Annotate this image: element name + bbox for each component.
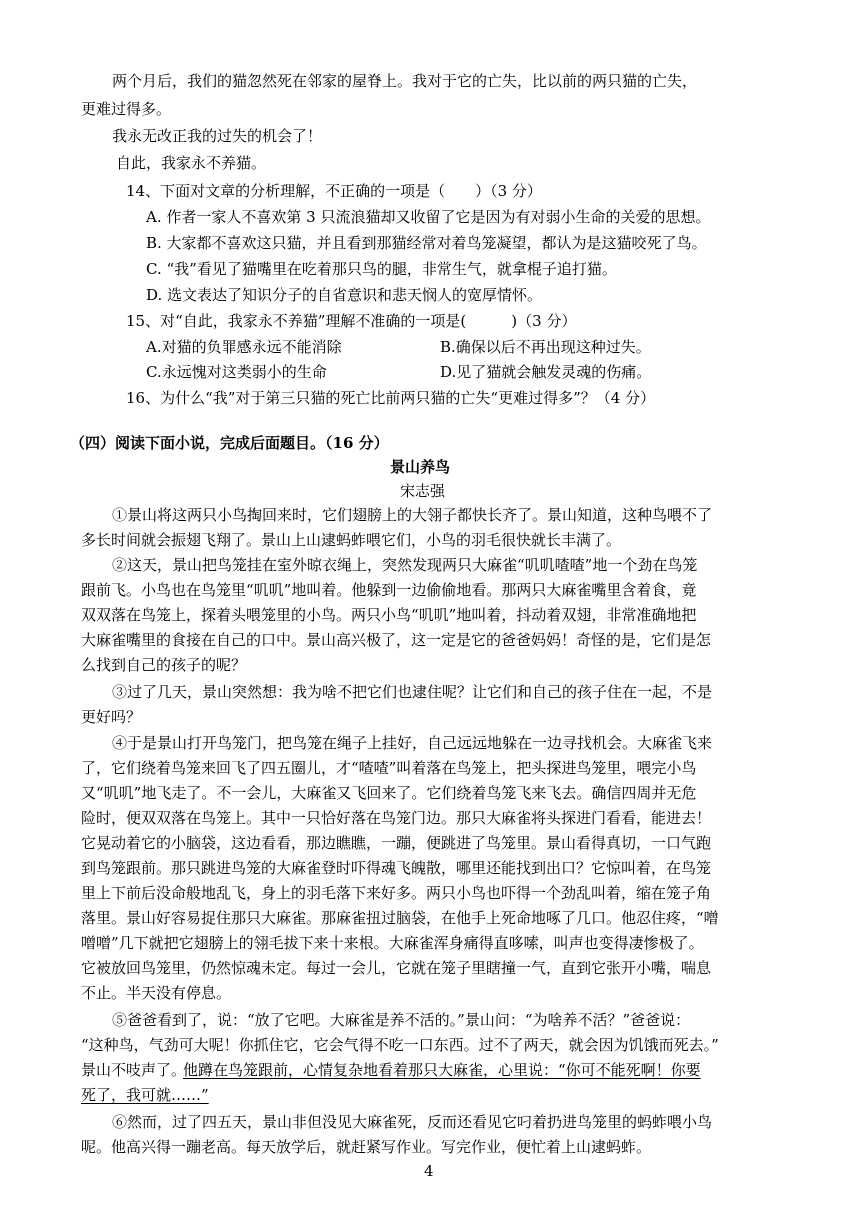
story-line: ④于是景山打开鸟笼门，把鸟笼在绳子上挂好，自己远远地躲在一边寻找机会。大麻雀飞来 — [112, 734, 713, 752]
story-line: 大麻雀嘴里的食接在自己的口中。景山高兴极了，这一定是它的爸爸妈妈！奇怪的是，它们是怎 — [81, 631, 712, 649]
story-line: 景山不吱声了。 — [81, 1061, 187, 1079]
story-line: 又“叽叽”地飞走了。不一会儿，大麻雀又飞回来了。它们绕着鸟笼飞来飞去。确信四周并无危 — [81, 784, 697, 802]
story-line: 双双落在鸟笼上，探着头喂笼里的小鸟。两只小鸟“叽叽”地叫着，抖动着双翅，非常准确地把 — [81, 606, 697, 624]
story-line: ②这天，景山把鸟笼挂在室外晾衣绳上，突然发现两只大麻雀“叽叽喳喳”地一个劲在鸟笼 — [112, 556, 698, 574]
story-line: 不止。半天没有停息。 — [81, 984, 232, 1002]
passage-line: 更难过得多。 — [81, 100, 172, 118]
section-heading: （四）阅读下面小说，完成后面题目。（16 分） — [70, 434, 389, 452]
question-14-option-a: A. 作者一家人不喜欢第 3 只流浪猫却又收留了它是因为有对弱小生命的关爱的思想。 — [146, 208, 711, 226]
page-number: 4 — [424, 1162, 434, 1180]
story-line: 到鸟笼跟前。那只跳进鸟笼的大麻雀登时吓得魂飞魄散，哪里还能找到出口？它惊叫着，在鸟笼 — [81, 859, 712, 877]
passage-line: 两个月后，我们的猫忽然死在邻家的屋脊上。我对于它的亡失，比以前的两只猫的亡失， — [112, 72, 698, 90]
question-14-option-c: C. “我”看见了猫嘴里在吃着那只鸟的腿，非常生气，就拿棍子追打猫。 — [146, 260, 617, 278]
story-title: 景山养鸟 — [390, 458, 451, 476]
question-15-option-c: C.永远愧对这类弱小的生命 — [146, 363, 327, 381]
passage-line: 我永无改正我的过失的机会了！ — [112, 127, 323, 145]
story-line: 呢。他高兴得一蹦老高。每天放学后，就赶紧写作业。写完作业，便忙着上山逮蚂蚱。 — [81, 1138, 652, 1156]
story-line: 更好吗？ — [81, 708, 142, 726]
story-line: 么找到自己的孩子的呢？ — [81, 656, 247, 674]
question-16-stem: 16、为什么“我”对于第三只猫的死亡比前两只猫的亡失“更难过得多”？（4 分） — [126, 389, 656, 407]
underlined-sentence: 死了，我可就……” — [81, 1086, 209, 1104]
story-line: 跟前飞。小鸟也在鸟笼里“叽叽”地叫着。他躲到一边偷偷地看。那两只大麻雀嘴里含着食，竟 — [81, 581, 697, 599]
story-line: 它被放回鸟笼里，仍然惊魂未定。每过一会儿，它就在笼子里瞎撞一气，直到它张开小嘴，喘息 — [81, 959, 712, 977]
question-15-option-d: D.见了猫就会触发灵魂的伤痛。 — [440, 363, 652, 381]
story-line: ③过了几天，景山突然想：我为啥不把它们也逮住呢？让它们和自己的孩子住在一起，不是 — [112, 683, 713, 701]
story-author: 宋志强 — [400, 482, 446, 500]
story-line: ①景山将这两只小鸟掏回来时，它们翅膀上的大翎子都快长齐了。景山知道，这种鸟喂不了 — [112, 506, 713, 524]
question-14-option-d: D. 选文表达了知识分子的自省意识和悲天悯人的宽厚情怀。 — [146, 286, 543, 304]
story-line: 险时，便双双落在鸟笼上。其中一只恰好落在鸟笼门边。那只大麻雀将头探进门看看，能进去！ — [81, 809, 712, 827]
question-15-stem: 15、对“自此，我家永不养猫”理解不准确的一项是( )（3 分） — [126, 312, 577, 330]
question-14-option-b: B. 大家都不喜欢这只猫，并且看到那猫经常对着鸟笼凝望，都认为是这猫咬死了鸟。 — [146, 234, 707, 252]
story-line: 噌噌”几下就把它翅膀上的翎毛拔下来十来根。大麻雀浑身痛得直哆嗦，叫声也变得凄惨极了。 — [81, 934, 704, 952]
story-line: ⑤爸爸看到了，说：“放了它吧。大麻雀是养不活的。”景山问：“为啥养不活？”爸爸说： — [112, 1011, 691, 1029]
underlined-sentence: 他蹲在鸟笼跟前，心情复杂地看着那只大麻雀，心里说：“你可不能死啊！你要 — [183, 1061, 701, 1079]
story-line: ⑥然而，过了四五天，景山非但没见大麻雀死，反而还看见它叼着扔进鸟笼里的蚂蚱喂小鸟 — [112, 1113, 713, 1131]
story-line: “这种鸟，气劲可大呢！你抓住它，它会气得不吃一口东西。过不了两天，就会因为饥饿而死去。” — [81, 1036, 719, 1054]
story-line: 落里。景山好容易捉住那只大麻雀。那麻雀扭过脑袋，在他手上死命地啄了几口。他忍住疼，“噌 — [81, 909, 719, 927]
question-15-option-a: A.对猫的负罪感永远不能消除 — [146, 338, 342, 356]
story-line: 了，它们绕着鸟笼来回飞了四五圈儿，才“喳喳”叫着落在鸟笼上，把头探进鸟笼里，喂完小鸟 — [81, 759, 697, 777]
passage-line: 自此，我家永不养猫。 — [116, 154, 267, 172]
story-line: 里上下前后没命般地乱飞，身上的羽毛落下来好多。两只小鸟也吓得一个劲乱叫着，缩在笼子角 — [81, 884, 712, 902]
story-line: 它晃动着它的小脑袋，这边看看，那边瞧瞧，一蹦，便跳进了鸟笼里。景山看得真切，一口气跑 — [81, 834, 712, 852]
story-line: 多长时间就会振翅飞翔了。景山上山逮蚂蚱喂它们，小鸟的羽毛很快就长丰满了。 — [81, 531, 622, 549]
question-14-stem: 14、下面对文章的分析理解，不正确的一项是（ ）（3 分） — [126, 182, 542, 200]
question-15-option-b: B.确保以后不再出现这种过失。 — [440, 338, 651, 356]
